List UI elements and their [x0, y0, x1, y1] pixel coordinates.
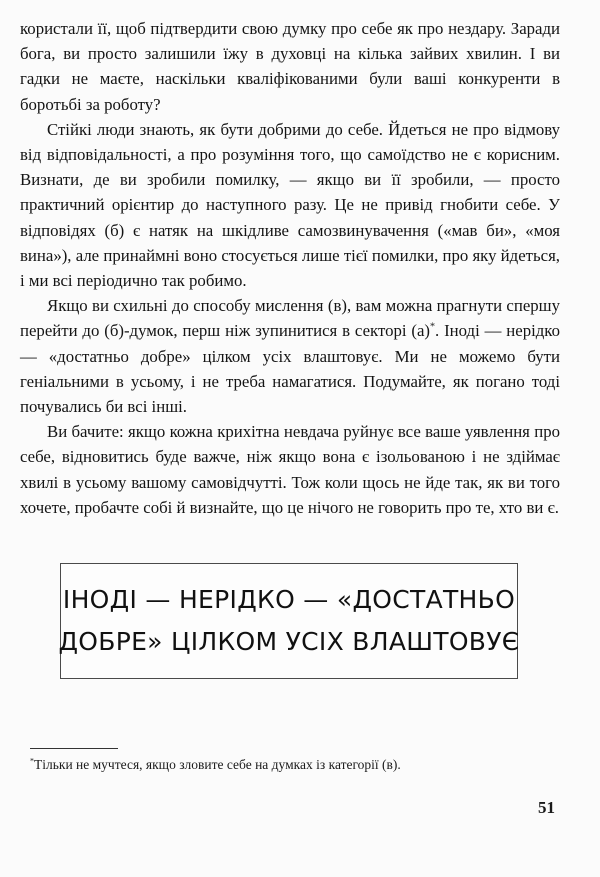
paragraph-1: користали її, щоб підтвердити свою думку про себе як про нездару. Заради бога, ви просто залишили їжу в духовці на кілька зайвих хвилин. І ви гадки не маєте, наскільки кваліфікованими були ваші конкуренти в боротьбі за роботу? [20, 19, 560, 114]
footnote-divider [30, 748, 118, 749]
paragraph-3-text: Якщо ви схильні до способу мислення (в), вам можна прагнути спершу перейти до (б)-думок, перш ніж зупинитися в секторі (а) [20, 296, 560, 341]
footnote-mark: * [30, 756, 34, 766]
main-text [20, 16, 560, 520]
pull-quote-line-1: ІНОДІ — НЕРІДКО — «ДОСТАТНЬО [62, 585, 516, 614]
paragraph-4: Ви бачите: якщо кожна крихітна невдача руйнує все ваше уявлення про себе, відновитись буде важче, ніж якщо вона є ізольованою і не здіймає хвилі в усьому вашому самовідчутті. Тож коли щось не йде так, як ви того хочете, пробачте собі й визнайте, що це нічого не говорить про те, хто ви є. [20, 422, 560, 517]
page-number: 51 [538, 798, 555, 817]
footnote-reference[interactable]: * [430, 321, 436, 333]
paragraph-2: Стійкі люди знають, як бути добрими до себе. Йдеться не про відмову від відповідальності, а про розуміння того, що самоїдство не є корисним. Визнати, де ви зробили помилку, — якщо ви її зробили, — просто практичний орієнтир до наступного разу. Це не привід гнобити себе. У відповідях (б) є натяк на шкідливе самозвинувачення («мав би», «моя вина»), але принаймні воно стосується лише тієї помилки, про яку йдеться, і ми всі періодично так робимо. [20, 119, 560, 291]
footnote [30, 756, 401, 774]
footnote-text: Тільки не мучтеся, якщо зловите себе на думках із категорії (в). [34, 757, 401, 772]
paragraph-3 [20, 293, 560, 419]
paragraph-3-text-rest: . Іноді — нерідко — «достатньо добре» цілком усіх влаштовує. Ми не можемо бути геніальними в усьому, і не треба намагатися. Подумайте, як погано тоді почувались би всі інші. [20, 321, 560, 417]
pull-quote-line-2: ДОБРЕ» ЦІЛКОМ УСІХ ВЛАШТОВУЄ [58, 627, 520, 656]
pull-quote-box [60, 563, 518, 679]
